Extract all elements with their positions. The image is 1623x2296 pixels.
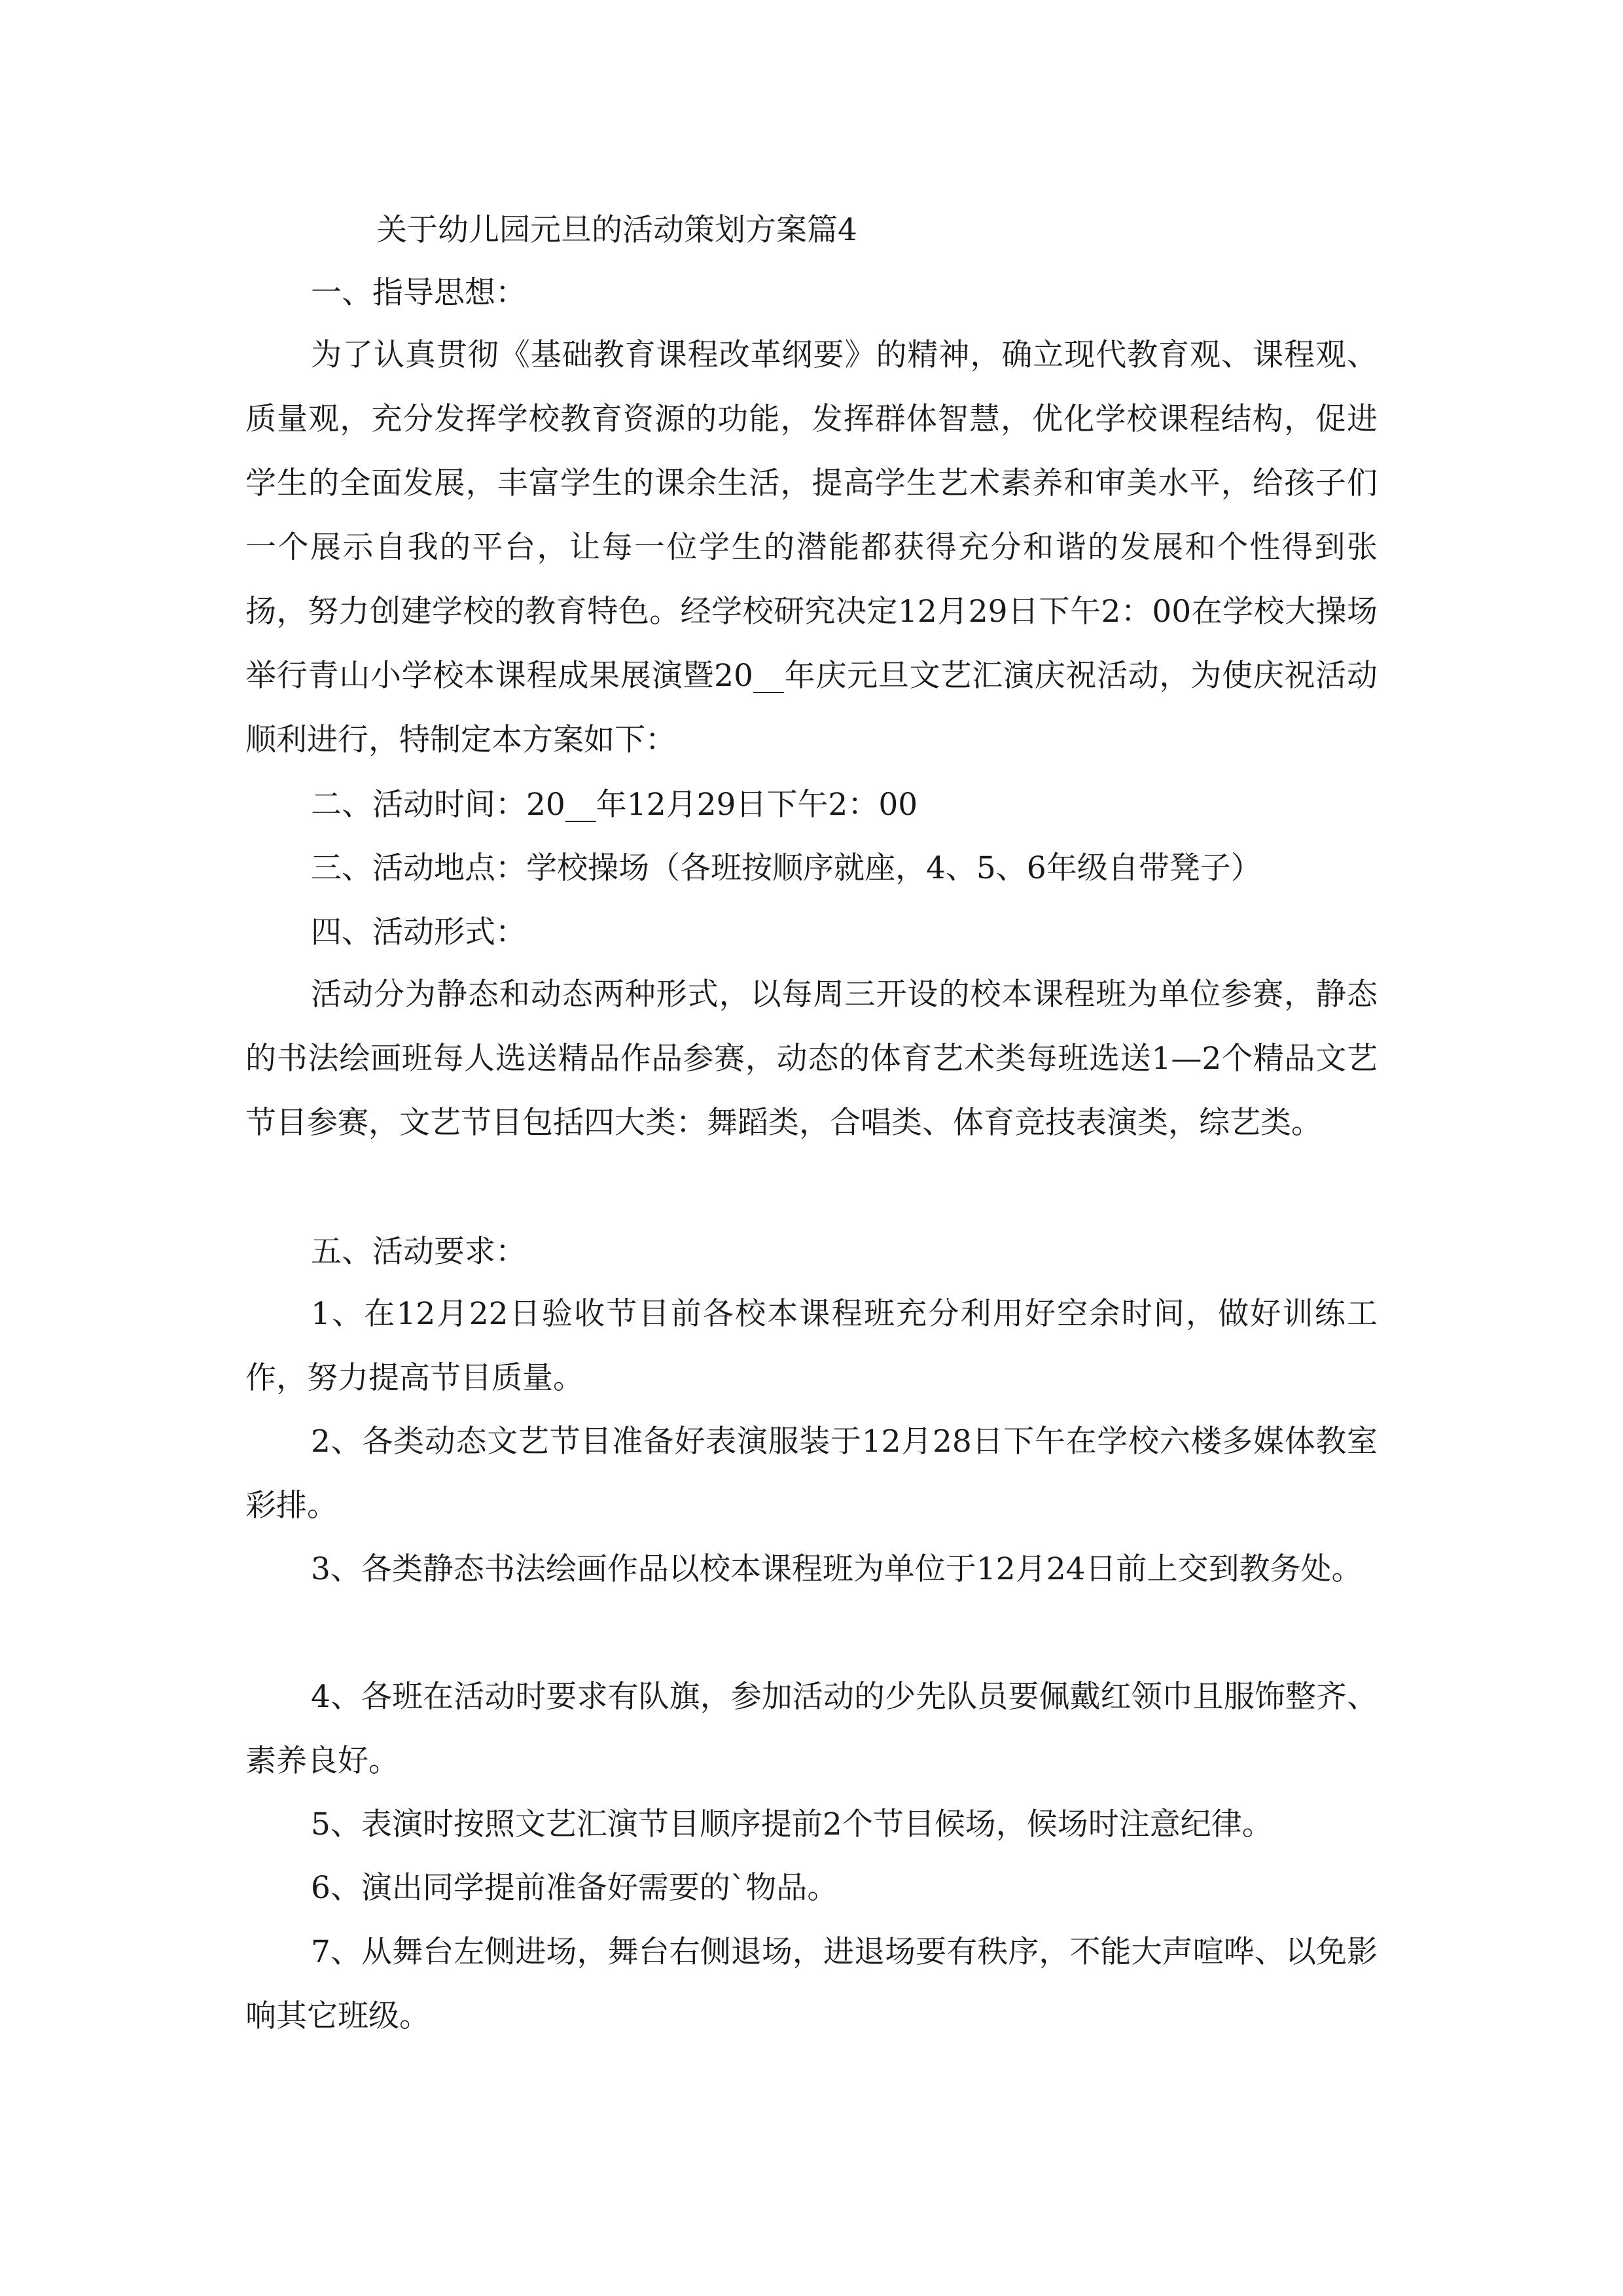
requirement-item-2: 2、各类动态文艺节目准备好表演服装于12月28日下午在学校六楼多媒体教室彩排。	[245, 1424, 1378, 1524]
paragraph-guiding-idea: 为了认真贯彻《基础教育课程改革纲要》的精神，确立现代教育观、课程观、质量观，充分发挥学校教育资源的功能，发挥群体智慧，优化学校课程结构，促进学生的全面发展，丰富学生的课余生活，提高学生艺术素养和审美水平，给孩子们一个展示自我的平台，让每一位学生的潜能都获得充分和谐的发展和个性得到张扬，努力创建学校的教育特色。经学校研究决定12月29日下午2：00在学校大操场举行青山小学校本课程成果展演暨20__年庆元旦文艺汇演庆祝活动，为使庆祝活动顺利进行，特制定本方案如下：	[245, 337, 1378, 758]
requirement-item-3: 3、各类静态书法绘画作品以校本课程班为单位于12月24日前上交到教务处。	[311, 1551, 1363, 1587]
requirement-item-4: 4、各班在活动时要求有队旗，参加活动的少先队员要佩戴红领巾且服饰整齐、素养良好。	[245, 1679, 1378, 1779]
section-heading-requirements: 五、活动要求：	[311, 1234, 526, 1270]
requirement-item-6: 6、演出同学提前准备好需要的`物品。	[311, 1870, 838, 1906]
requirement-item-1: 1、在12月22日验收节目前各校本课程班充分利用好空余时间，做好训练工作，努力提高节目质量。	[245, 1296, 1378, 1396]
section-activity-time: 二、活动时间：20__年12月29日下午2：00	[311, 787, 918, 823]
document-title: 关于幼儿园元旦的活动策划方案篇4	[376, 212, 857, 248]
requirement-item-5: 5、表演时按照文艺汇演节目顺序提前2个节目候场，候场时注意纪律。	[311, 1806, 1273, 1842]
section-activity-location: 三、活动地点：学校操场（各班按顺序就座，4、5、6年级自带凳子）	[311, 850, 1262, 886]
section-heading-activity-form: 四、活动形式：	[311, 914, 526, 950]
requirement-item-7: 7、从舞台左侧进场，舞台右侧退场，进退场要有秩序，不能大声喧哗、以免影响其它班级。	[245, 1934, 1378, 2034]
section-heading-guiding-idea: 一、指导思想：	[311, 275, 526, 311]
paragraph-activity-form: 活动分为静态和动态两种形式，以每周三开设的校本课程班为单位参赛，静态的书法绘画班每人选送精品作品参赛，动态的体育艺术类每班选送1—2个精品文艺节目参赛，文艺节目包括四大类：舞蹈类，合唱类、体育竞技表演类，综艺类。	[245, 977, 1378, 1141]
